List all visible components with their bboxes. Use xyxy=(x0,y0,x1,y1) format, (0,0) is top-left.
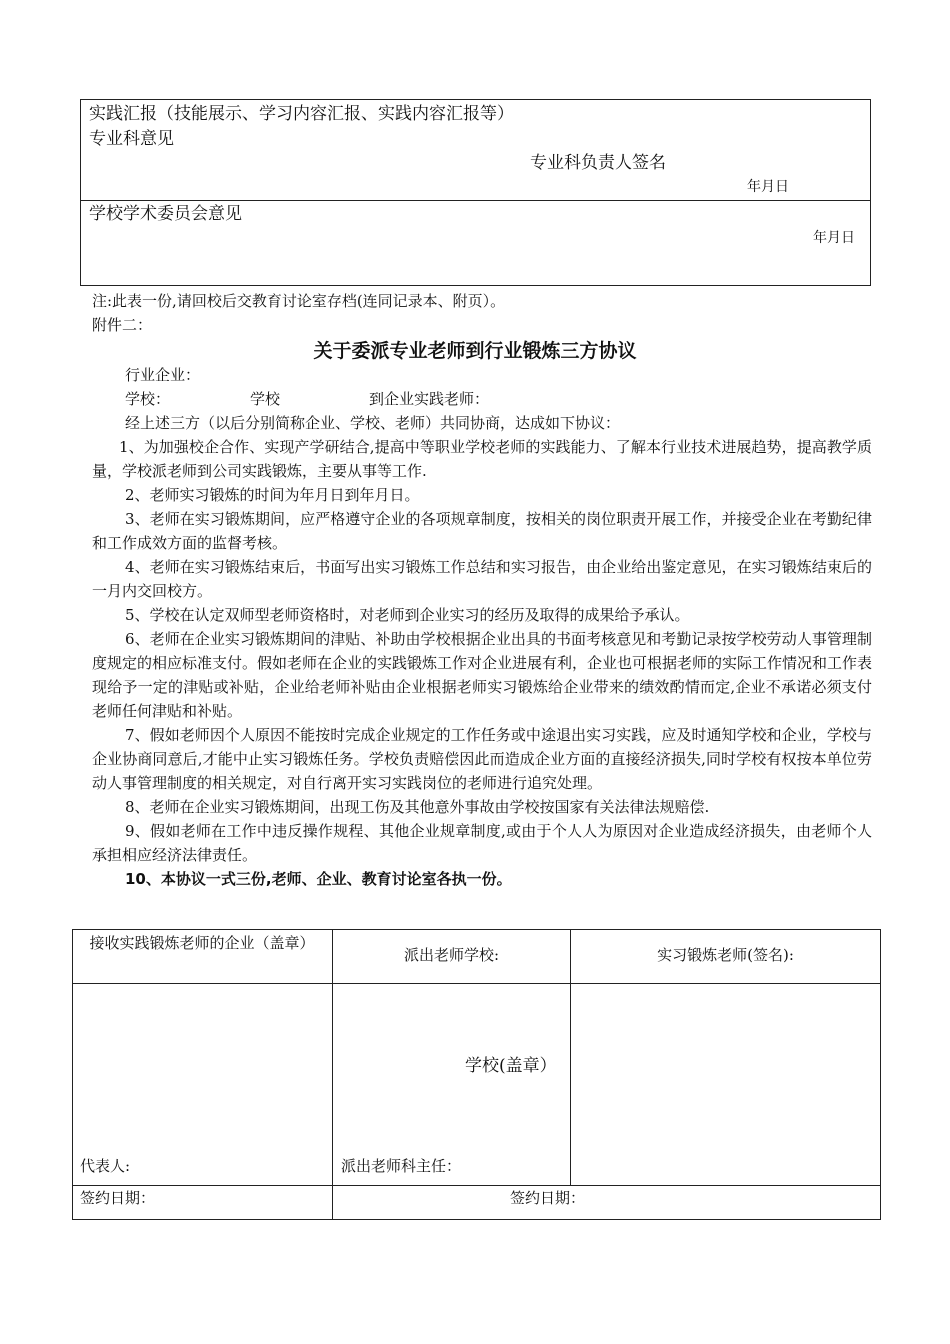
party-school-teacher xyxy=(92,387,872,411)
agreement-body xyxy=(92,363,872,891)
clause-9: 9、假如老师在工作中违反操作规程、其他企业规章制度,或由于个人人为原因对企业造成经济损失，由老师个人承担相应经济法律责任。 xyxy=(92,822,872,864)
date-field-committee: 年月日 xyxy=(813,230,855,246)
sign-date-school: 签约日期： xyxy=(510,1189,586,1207)
clause-4: 4、老师在实习锻炼结束后，书面写出实习锻炼工作总结和实习报告，由企业给出鉴定意见，在实习锻炼结束后的一月内交回校方。 xyxy=(92,558,872,600)
clause-2: 2、老师实习锻炼的时间为年月日到年月日。 xyxy=(125,486,420,504)
evaluation-table xyxy=(80,99,871,286)
agreement-title: 关于委派专业老师到行业锻炼三方协议 xyxy=(313,340,637,362)
column-divider-1 xyxy=(332,929,333,1220)
dept-director-label: 派出老师科主任： xyxy=(341,1157,462,1175)
column-divider-2 xyxy=(570,929,571,1185)
date-row-divider xyxy=(72,1185,881,1186)
agreement-intro: 经上述三方（以后分别简称企业、学校、老师）共同协商，达成如下协议： xyxy=(125,414,621,432)
date-field-dept: 年月日 xyxy=(747,179,789,195)
clause-8: 8、老师在企业实习锻炼期间，出现工伤及其他意外事故由学校按国家有关法律法规赔偿. xyxy=(125,798,710,816)
table-border-top xyxy=(72,929,881,930)
enterprise-seal-header: 接收实践锻炼老师的企业（盖章） xyxy=(89,934,315,952)
clause-6: 6、老师在企业实习锻炼期间的津贴、补助由学校根据企业出具的书面考核意见和考勤记录按学校劳动人事管理制度规定的相应标准支付。假如老师在企业的实践锻炼工作对企业进展有利，企业也可根据老师的实际工作情况和工作表现给予一定的津贴或补贴，企业给老师补贴由企业根据老师实习锻炼给企业带来的绩效酌情而定,企业不承诺必须支付老师任何津贴和补贴。 xyxy=(92,630,873,720)
sign-date-enterprise: 签约日期： xyxy=(80,1189,156,1207)
party-teacher-label: 到企业实践老师： xyxy=(369,390,490,408)
practice-report-label: 实践汇报（技能展示、学习内容汇报、实践内容汇报等） xyxy=(89,104,514,124)
representative-label: 代表人: xyxy=(80,1157,131,1175)
table-border-bottom xyxy=(72,1219,881,1220)
clause-7: 7、假如老师因个人原因不能按时完成企业规定的工作任务或中途退出实习实践，应及时通知学校和企业，学校与企业协商同意后,才能中止实习锻炼任务。学校负责赔偿因此而造成企业方面的直接经济损失,同时学校有权按本单位劳动人事管理制度的相关规定，对自行离开实习实践岗位的老师进行追究处理。 xyxy=(92,726,872,792)
party-school-name: 学校 xyxy=(250,390,281,408)
attachment-label: 附件二： xyxy=(92,316,153,334)
school-header: 派出老师学校: xyxy=(403,946,500,964)
table-border-right xyxy=(880,929,881,1220)
clause-10: 10、本协议一式三份,老师、企业、教育讨论室各执一份。 xyxy=(125,870,512,888)
party-school-label: 学校： xyxy=(125,390,171,408)
school-seal-label: 学校(盖章） xyxy=(465,1056,557,1076)
signature-table xyxy=(72,929,881,1220)
teacher-signature-header: 实习锻炼老师(签名): xyxy=(657,946,794,964)
party-enterprise: 行业企业： xyxy=(125,366,201,384)
table-divider xyxy=(81,200,870,201)
archive-note: 注:此表一份,请回校后交教育讨论室存档(连同记录本、附页）。 xyxy=(92,292,506,310)
header-row-divider xyxy=(72,983,881,984)
dept-opinion-label: 专业科意见 xyxy=(89,129,174,149)
table-border-left xyxy=(72,929,73,1220)
dept-head-signature-label: 专业科负责人签名 xyxy=(530,153,666,173)
committee-opinion-label: 学校学术委员会意见 xyxy=(89,204,242,224)
clause-3: 3、老师在实习锻炼期间，应严格遵守企业的各项规章制度，按相关的岗位职责开展工作，并接受企业在考勤纪律和工作成效方面的监督考核。 xyxy=(92,510,872,552)
clause-5: 5、学校在认定双师型老师资格时，对老师到企业实习的经历及取得的成果给予承认。 xyxy=(125,606,690,624)
clause-1: 1、为加强校企合作、实现产学研结合,提高中等职业学校老师的实践能力、了解本行业技术进展趋势，提高教学质量，学校派老师到公司实践锻炼，主要从事等工作. xyxy=(92,438,872,480)
